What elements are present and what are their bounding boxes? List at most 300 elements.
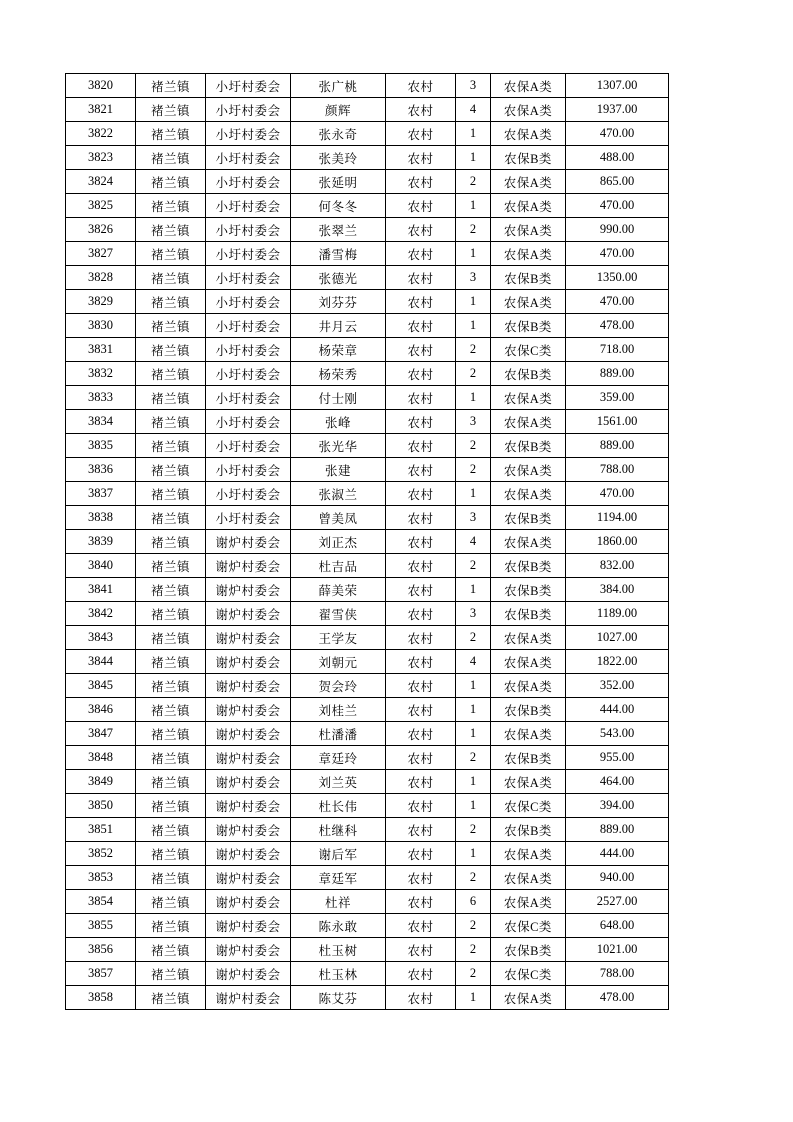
cell-village: 谢炉村委会 [206,938,291,962]
cell-count: 4 [456,98,491,122]
cell-name: 张淑兰 [291,482,386,506]
table-row [66,290,669,314]
cell-name: 张建 [291,458,386,482]
cell-serial: 3849 [66,770,136,794]
table-row [66,74,669,98]
cell-serial: 3839 [66,530,136,554]
cell-town: 褚兰镇 [136,362,206,386]
cell-village: 小圩村委会 [206,146,291,170]
cell-residence_type: 农村 [386,530,456,554]
table-row [66,698,669,722]
cell-amount: 940.00 [566,866,669,890]
cell-name: 翟雪侠 [291,602,386,626]
cell-serial: 3835 [66,434,136,458]
cell-serial: 3837 [66,482,136,506]
cell-serial: 3825 [66,194,136,218]
cell-village: 小圩村委会 [206,410,291,434]
cell-serial: 3820 [66,74,136,98]
cell-insurance_category: 农保B类 [491,434,566,458]
table-row [66,122,669,146]
cell-insurance_category: 农保A类 [491,842,566,866]
cell-town: 褚兰镇 [136,506,206,530]
table-row [66,170,669,194]
cell-serial: 3830 [66,314,136,338]
cell-insurance_category: 农保B类 [491,362,566,386]
cell-village: 谢炉村委会 [206,578,291,602]
cell-insurance_category: 农保A类 [491,74,566,98]
cell-residence_type: 农村 [386,842,456,866]
cell-insurance_category: 农保B类 [491,746,566,770]
table-row [66,146,669,170]
cell-village: 小圩村委会 [206,434,291,458]
cell-name: 杜玉林 [291,962,386,986]
cell-amount: 718.00 [566,338,669,362]
cell-town: 褚兰镇 [136,578,206,602]
benefit-roster-table [65,73,669,1010]
table-row [66,626,669,650]
cell-village: 谢炉村委会 [206,650,291,674]
table-row [66,386,669,410]
cell-village: 谢炉村委会 [206,602,291,626]
cell-village: 小圩村委会 [206,242,291,266]
cell-name: 杜长伟 [291,794,386,818]
cell-town: 褚兰镇 [136,314,206,338]
cell-count: 1 [456,770,491,794]
cell-village: 小圩村委会 [206,218,291,242]
cell-residence_type: 农村 [386,674,456,698]
cell-name: 章廷玲 [291,746,386,770]
cell-insurance_category: 农保C类 [491,962,566,986]
cell-insurance_category: 农保B类 [491,506,566,530]
cell-amount: 889.00 [566,434,669,458]
cell-town: 褚兰镇 [136,650,206,674]
cell-insurance_category: 农保A类 [491,674,566,698]
cell-village: 谢炉村委会 [206,554,291,578]
cell-insurance_category: 农保A类 [491,290,566,314]
cell-amount: 394.00 [566,794,669,818]
cell-town: 褚兰镇 [136,866,206,890]
cell-residence_type: 农村 [386,818,456,842]
cell-insurance_category: 农保B类 [491,554,566,578]
cell-amount: 2527.00 [566,890,669,914]
cell-residence_type: 农村 [386,794,456,818]
cell-count: 1 [456,698,491,722]
cell-count: 6 [456,890,491,914]
cell-town: 褚兰镇 [136,194,206,218]
table-row [66,578,669,602]
cell-amount: 543.00 [566,722,669,746]
table-row [66,242,669,266]
table-row [66,194,669,218]
cell-residence_type: 农村 [386,650,456,674]
cell-name: 何冬冬 [291,194,386,218]
cell-village: 谢炉村委会 [206,890,291,914]
cell-amount: 955.00 [566,746,669,770]
table-row [66,650,669,674]
cell-town: 褚兰镇 [136,98,206,122]
cell-residence_type: 农村 [386,770,456,794]
cell-name: 杨荣章 [291,338,386,362]
cell-serial: 3843 [66,626,136,650]
cell-amount: 470.00 [566,194,669,218]
cell-town: 褚兰镇 [136,818,206,842]
table-row [66,962,669,986]
cell-town: 褚兰镇 [136,386,206,410]
cell-village: 谢炉村委会 [206,986,291,1010]
cell-serial: 3858 [66,986,136,1010]
cell-residence_type: 农村 [386,266,456,290]
cell-insurance_category: 农保A类 [491,386,566,410]
cell-name: 刘朝元 [291,650,386,674]
cell-insurance_category: 农保A类 [491,194,566,218]
cell-count: 1 [456,194,491,218]
cell-insurance_category: 农保B类 [491,314,566,338]
table-row [66,986,669,1010]
cell-town: 褚兰镇 [136,338,206,362]
cell-residence_type: 农村 [386,98,456,122]
cell-town: 褚兰镇 [136,890,206,914]
cell-name: 陈永敢 [291,914,386,938]
cell-town: 褚兰镇 [136,482,206,506]
cell-town: 褚兰镇 [136,290,206,314]
cell-insurance_category: 农保A类 [491,722,566,746]
cell-residence_type: 农村 [386,506,456,530]
cell-serial: 3821 [66,98,136,122]
cell-count: 2 [456,626,491,650]
cell-insurance_category: 农保B类 [491,818,566,842]
cell-amount: 470.00 [566,122,669,146]
cell-name: 薛美荣 [291,578,386,602]
cell-amount: 1350.00 [566,266,669,290]
cell-village: 谢炉村委会 [206,794,291,818]
cell-town: 褚兰镇 [136,698,206,722]
cell-residence_type: 农村 [386,482,456,506]
table-row [66,338,669,362]
cell-amount: 889.00 [566,818,669,842]
cell-town: 褚兰镇 [136,722,206,746]
cell-village: 小圩村委会 [206,506,291,530]
cell-amount: 1937.00 [566,98,669,122]
table-row [66,554,669,578]
cell-serial: 3854 [66,890,136,914]
cell-name: 刘桂兰 [291,698,386,722]
cell-residence_type: 农村 [386,458,456,482]
table-row [66,938,669,962]
cell-count: 2 [456,938,491,962]
cell-serial: 3834 [66,410,136,434]
cell-count: 1 [456,122,491,146]
cell-count: 1 [456,290,491,314]
cell-residence_type: 农村 [386,866,456,890]
cell-count: 4 [456,650,491,674]
cell-residence_type: 农村 [386,74,456,98]
cell-name: 杜玉树 [291,938,386,962]
cell-residence_type: 农村 [386,434,456,458]
cell-insurance_category: 农保A类 [491,122,566,146]
cell-amount: 990.00 [566,218,669,242]
cell-serial: 3855 [66,914,136,938]
cell-serial: 3831 [66,338,136,362]
cell-count: 3 [456,410,491,434]
cell-residence_type: 农村 [386,314,456,338]
cell-residence_type: 农村 [386,194,456,218]
cell-name: 杨荣秀 [291,362,386,386]
cell-amount: 788.00 [566,962,669,986]
cell-count: 1 [456,482,491,506]
cell-residence_type: 农村 [386,290,456,314]
cell-insurance_category: 农保A类 [491,458,566,482]
cell-residence_type: 农村 [386,410,456,434]
cell-count: 2 [456,914,491,938]
cell-town: 褚兰镇 [136,746,206,770]
cell-insurance_category: 农保A类 [491,626,566,650]
cell-count: 1 [456,242,491,266]
cell-town: 褚兰镇 [136,602,206,626]
cell-insurance_category: 农保A类 [491,98,566,122]
cell-count: 1 [456,986,491,1010]
cell-town: 褚兰镇 [136,266,206,290]
table-row [66,722,669,746]
cell-amount: 865.00 [566,170,669,194]
cell-residence_type: 农村 [386,386,456,410]
cell-insurance_category: 农保B类 [491,938,566,962]
table-row [66,866,669,890]
cell-village: 谢炉村委会 [206,842,291,866]
table-row [66,506,669,530]
table-row [66,482,669,506]
cell-serial: 3840 [66,554,136,578]
cell-name: 井月云 [291,314,386,338]
cell-insurance_category: 农保A类 [491,218,566,242]
table-row [66,434,669,458]
cell-count: 1 [456,794,491,818]
cell-town: 褚兰镇 [136,410,206,434]
cell-amount: 470.00 [566,242,669,266]
table-row [66,746,669,770]
cell-village: 谢炉村委会 [206,770,291,794]
cell-insurance_category: 农保A类 [491,890,566,914]
table-row [66,314,669,338]
cell-insurance_category: 农保A类 [491,866,566,890]
cell-insurance_category: 农保A类 [491,770,566,794]
cell-name: 张峰 [291,410,386,434]
table-row [66,266,669,290]
cell-residence_type: 农村 [386,554,456,578]
table-row [66,530,669,554]
cell-village: 小圩村委会 [206,386,291,410]
cell-count: 2 [456,170,491,194]
cell-village: 小圩村委会 [206,122,291,146]
cell-village: 小圩村委会 [206,314,291,338]
table-row [66,218,669,242]
cell-name: 付士刚 [291,386,386,410]
cell-name: 张翠兰 [291,218,386,242]
cell-insurance_category: 农保B类 [491,578,566,602]
cell-residence_type: 农村 [386,626,456,650]
cell-name: 曾美凤 [291,506,386,530]
cell-village: 谢炉村委会 [206,698,291,722]
cell-residence_type: 农村 [386,122,456,146]
cell-village: 谢炉村委会 [206,914,291,938]
cell-count: 3 [456,74,491,98]
cell-serial: 3857 [66,962,136,986]
table-row [66,914,669,938]
cell-serial: 3833 [66,386,136,410]
cell-residence_type: 农村 [386,578,456,602]
cell-residence_type: 农村 [386,986,456,1010]
cell-village: 谢炉村委会 [206,722,291,746]
cell-residence_type: 农村 [386,722,456,746]
cell-residence_type: 农村 [386,746,456,770]
cell-serial: 3852 [66,842,136,866]
cell-town: 褚兰镇 [136,674,206,698]
table-row [66,818,669,842]
cell-amount: 352.00 [566,674,669,698]
cell-count: 4 [456,530,491,554]
cell-insurance_category: 农保A类 [491,410,566,434]
cell-serial: 3828 [66,266,136,290]
cell-amount: 384.00 [566,578,669,602]
cell-name: 刘芬芬 [291,290,386,314]
cell-count: 1 [456,842,491,866]
cell-serial: 3841 [66,578,136,602]
cell-village: 小圩村委会 [206,170,291,194]
cell-name: 张光华 [291,434,386,458]
table-row [66,602,669,626]
cell-amount: 1189.00 [566,602,669,626]
cell-serial: 3844 [66,650,136,674]
cell-insurance_category: 农保A类 [491,242,566,266]
cell-amount: 1307.00 [566,74,669,98]
cell-town: 褚兰镇 [136,122,206,146]
cell-count: 2 [456,434,491,458]
cell-amount: 788.00 [566,458,669,482]
cell-town: 褚兰镇 [136,434,206,458]
cell-town: 褚兰镇 [136,170,206,194]
cell-count: 2 [456,338,491,362]
cell-village: 谢炉村委会 [206,674,291,698]
cell-town: 褚兰镇 [136,74,206,98]
cell-town: 褚兰镇 [136,770,206,794]
cell-name: 张广桃 [291,74,386,98]
cell-name: 张延明 [291,170,386,194]
cell-residence_type: 农村 [386,170,456,194]
cell-amount: 478.00 [566,314,669,338]
cell-village: 小圩村委会 [206,98,291,122]
cell-count: 2 [456,362,491,386]
table-row [66,770,669,794]
cell-village: 小圩村委会 [206,74,291,98]
cell-count: 2 [456,554,491,578]
cell-amount: 470.00 [566,482,669,506]
cell-village: 谢炉村委会 [206,818,291,842]
cell-insurance_category: 农保B类 [491,698,566,722]
table-row [66,674,669,698]
table-row [66,842,669,866]
cell-residence_type: 农村 [386,698,456,722]
cell-amount: 464.00 [566,770,669,794]
cell-insurance_category: 农保A类 [491,482,566,506]
cell-serial: 3832 [66,362,136,386]
cell-residence_type: 农村 [386,602,456,626]
cell-residence_type: 农村 [386,218,456,242]
cell-town: 褚兰镇 [136,986,206,1010]
cell-count: 3 [456,602,491,626]
cell-insurance_category: 农保C类 [491,338,566,362]
table-body [66,74,669,1010]
cell-count: 2 [456,962,491,986]
cell-town: 褚兰镇 [136,458,206,482]
cell-serial: 3822 [66,122,136,146]
cell-insurance_category: 农保A类 [491,170,566,194]
cell-name: 杜吉品 [291,554,386,578]
cell-village: 小圩村委会 [206,194,291,218]
cell-serial: 3846 [66,698,136,722]
cell-serial: 3836 [66,458,136,482]
cell-amount: 1822.00 [566,650,669,674]
cell-name: 张永奇 [291,122,386,146]
cell-amount: 359.00 [566,386,669,410]
cell-amount: 444.00 [566,842,669,866]
cell-serial: 3848 [66,746,136,770]
cell-town: 褚兰镇 [136,218,206,242]
table-row [66,890,669,914]
cell-amount: 1194.00 [566,506,669,530]
cell-serial: 3850 [66,794,136,818]
cell-village: 小圩村委会 [206,338,291,362]
cell-amount: 470.00 [566,290,669,314]
cell-insurance_category: 农保A类 [491,650,566,674]
cell-town: 褚兰镇 [136,554,206,578]
cell-residence_type: 农村 [386,242,456,266]
cell-count: 1 [456,722,491,746]
cell-count: 3 [456,506,491,530]
cell-name: 杜继科 [291,818,386,842]
cell-village: 谢炉村委会 [206,530,291,554]
cell-count: 2 [456,746,491,770]
cell-insurance_category: 农保C类 [491,794,566,818]
cell-village: 小圩村委会 [206,458,291,482]
cell-residence_type: 农村 [386,362,456,386]
cell-residence_type: 农村 [386,890,456,914]
cell-name: 张美玲 [291,146,386,170]
cell-town: 褚兰镇 [136,842,206,866]
cell-serial: 3824 [66,170,136,194]
cell-amount: 488.00 [566,146,669,170]
cell-insurance_category: 农保B类 [491,266,566,290]
cell-serial: 3823 [66,146,136,170]
cell-town: 褚兰镇 [136,794,206,818]
cell-name: 杜潘潘 [291,722,386,746]
cell-name: 贺会玲 [291,674,386,698]
cell-village: 小圩村委会 [206,362,291,386]
cell-serial: 3845 [66,674,136,698]
cell-count: 1 [456,314,491,338]
cell-village: 谢炉村委会 [206,626,291,650]
cell-serial: 3853 [66,866,136,890]
table-row [66,362,669,386]
table-row [66,98,669,122]
cell-insurance_category: 农保B类 [491,146,566,170]
cell-insurance_category: 农保A类 [491,986,566,1010]
cell-residence_type: 农村 [386,914,456,938]
table-row [66,794,669,818]
cell-village: 谢炉村委会 [206,746,291,770]
cell-count: 3 [456,266,491,290]
cell-serial: 3842 [66,602,136,626]
cell-name: 潘雪梅 [291,242,386,266]
cell-name: 张德光 [291,266,386,290]
